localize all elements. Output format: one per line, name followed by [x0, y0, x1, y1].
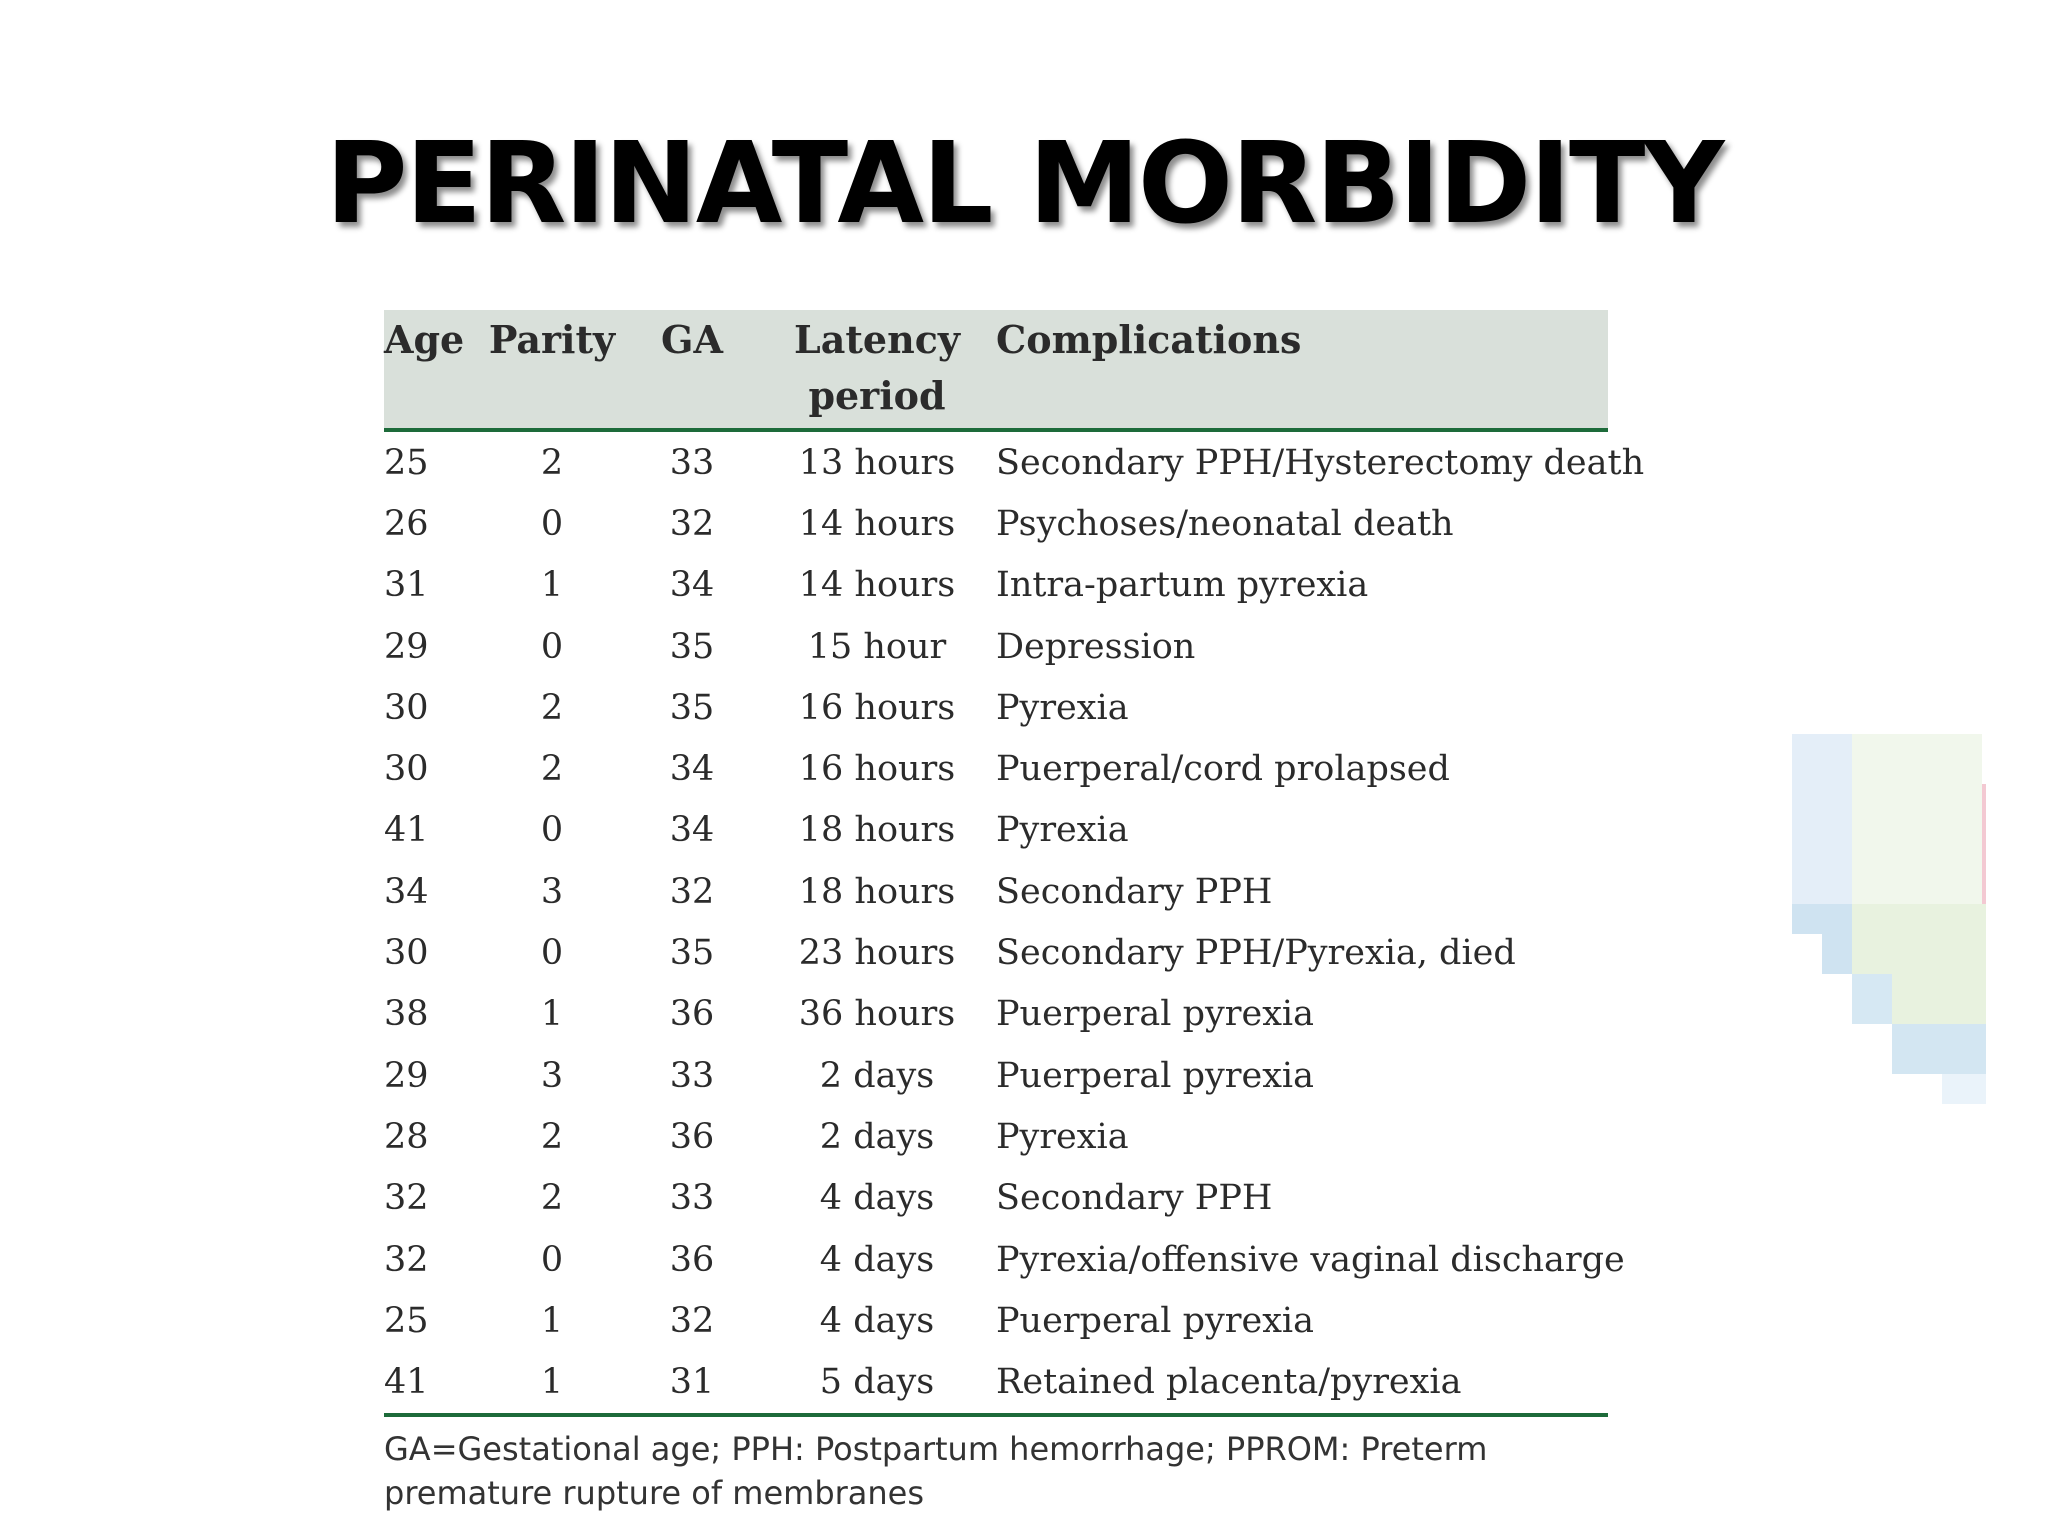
table-row	[384, 1045, 1608, 1106]
cell-parity: 0	[540, 810, 564, 851]
cell-age: 30	[384, 933, 429, 974]
table-body	[384, 430, 1645, 1415]
cell-complications: Depression	[996, 626, 1196, 667]
cell-complications: Secondary PPH	[996, 871, 1273, 912]
table-row	[384, 1290, 1608, 1351]
cell-ga: 31	[620, 1351, 764, 1414]
cell-age: 30	[384, 687, 429, 728]
cell-age: 26	[384, 503, 429, 544]
header-age: Age	[384, 310, 484, 430]
header-complications: Complications	[990, 310, 1608, 430]
cell-ga: 34	[669, 565, 715, 606]
table-row	[384, 430, 1608, 493]
cell-latency: 4 days	[819, 1178, 935, 1219]
cell-latency: 18 hours	[798, 810, 956, 851]
cell-complications: Pyrexia	[996, 1116, 1129, 1157]
cell-parity: 2	[540, 1178, 564, 1219]
cell-latency: 16 hours	[798, 687, 956, 728]
cell-latency: 16 hours	[798, 749, 956, 790]
cell-ga: 32	[669, 1300, 715, 1341]
table-footnote: GA=Gestational age; PPH: Postpartum hemorrhage; PPROM: Preterm premature rupture of membranes	[384, 1429, 1488, 1512]
table-container	[384, 310, 1645, 1515]
table-row	[384, 800, 1608, 861]
cell-age: 32	[384, 1239, 429, 1280]
cell-parity: 3	[540, 871, 564, 912]
cell-latency: 2 days	[819, 1055, 935, 1096]
cell-ga: 33	[669, 1178, 715, 1219]
table-row	[384, 616, 1608, 677]
cell-complications: Psychoses/neonatal death	[996, 503, 1454, 544]
cell-latency: 4 days	[819, 1300, 935, 1341]
cell-complications: Puerperal pyrexia	[996, 994, 1314, 1035]
cell-complications: Pyrexia	[996, 687, 1129, 728]
cell-age: 41	[384, 1351, 484, 1414]
image-compression-artifact	[1792, 734, 1986, 1104]
cell-parity: 1	[540, 565, 564, 606]
cell-latency: 23 hours	[798, 933, 956, 974]
cell-age: 34	[384, 871, 429, 912]
cell-age: 31	[384, 565, 429, 606]
cell-age: 38	[384, 994, 429, 1035]
cell-parity: 2	[540, 687, 564, 728]
cell-age: 25	[384, 1300, 429, 1341]
cell-parity: 2	[540, 749, 564, 790]
table-row	[384, 984, 1608, 1045]
table-row	[384, 922, 1608, 983]
cell-ga: 33	[669, 442, 715, 483]
cell-parity: 1	[540, 1300, 564, 1341]
cell-complications: Pyrexia	[996, 810, 1129, 851]
cell-ga: 35	[669, 626, 715, 667]
cell-parity: 2	[540, 442, 564, 483]
cell-ga: 35	[669, 687, 715, 728]
table-row	[384, 1351, 1608, 1414]
cell-ga: 34	[669, 810, 715, 851]
cell-parity: 1	[484, 1351, 620, 1414]
cell-parity: 0	[540, 503, 564, 544]
table-row	[384, 1229, 1608, 1290]
table-row	[384, 738, 1608, 799]
header-latency-line1: Latency	[794, 317, 960, 362]
cell-age: 28	[384, 1116, 429, 1157]
cell-ga: 33	[669, 1055, 715, 1096]
cell-complications: Secondary PPH	[996, 1178, 1273, 1219]
cell-ga: 35	[669, 933, 715, 974]
cell-latency: 2 days	[819, 1116, 935, 1157]
cell-age: 30	[384, 749, 429, 790]
table-row	[384, 677, 1608, 738]
cell-age: 25	[384, 442, 429, 483]
cell-complications: Secondary PPH/Hysterectomy death	[996, 442, 1645, 483]
table-row	[384, 861, 1608, 922]
cell-parity: 0	[540, 1239, 564, 1280]
cell-latency: 14 hours	[798, 503, 956, 544]
cell-ga: 36	[669, 1239, 715, 1280]
cell-complications: Puerperal pyrexia	[996, 1300, 1314, 1341]
cell-latency: 13 hours	[798, 442, 956, 483]
cell-parity: 0	[540, 626, 564, 667]
table-row	[384, 555, 1608, 616]
morbidity-table	[384, 310, 1645, 1417]
cell-complications: Puerperal/cord prolapsed	[996, 749, 1450, 790]
table-row	[384, 1168, 1608, 1229]
cell-parity: 3	[540, 1055, 564, 1096]
cell-complications: Secondary PPH/Pyrexia, died	[996, 933, 1516, 974]
cell-ga: 32	[669, 503, 715, 544]
slide-title: PERINATAL MORBIDITY	[325, 119, 1723, 249]
cell-latency: 36 hours	[798, 994, 956, 1035]
cell-age: 41	[384, 810, 429, 851]
cell-age: 29	[384, 626, 429, 667]
cell-complications: Intra-partum pyrexia	[996, 565, 1369, 606]
table-row	[384, 493, 1608, 554]
cell-ga: 36	[669, 1116, 715, 1157]
table-header-row	[384, 310, 1608, 430]
cell-complications: Retained placenta/pyrexia	[990, 1351, 1608, 1414]
cell-ga: 36	[669, 994, 715, 1035]
cell-latency: 5 days	[764, 1351, 990, 1414]
header-latency-line2: period	[808, 373, 946, 418]
cell-latency: 18 hours	[798, 871, 956, 912]
header-parity: Parity	[484, 310, 620, 430]
cell-ga: 32	[669, 871, 715, 912]
header-ga: GA	[620, 310, 764, 430]
cell-latency: 4 days	[819, 1239, 935, 1280]
header-latency-period	[764, 310, 990, 430]
cell-latency: 15 hour	[807, 626, 947, 667]
cell-complications: Pyrexia/offensive vaginal discharge	[996, 1239, 1625, 1280]
cell-parity: 0	[540, 933, 564, 974]
cell-parity: 2	[540, 1116, 564, 1157]
cell-ga: 34	[669, 749, 715, 790]
cell-latency: 14 hours	[798, 565, 956, 606]
cell-age: 29	[384, 1055, 429, 1096]
cell-parity: 1	[540, 994, 564, 1035]
cell-age: 32	[384, 1178, 429, 1219]
table-row	[384, 1106, 1608, 1167]
cell-complications: Puerperal pyrexia	[996, 1055, 1314, 1096]
